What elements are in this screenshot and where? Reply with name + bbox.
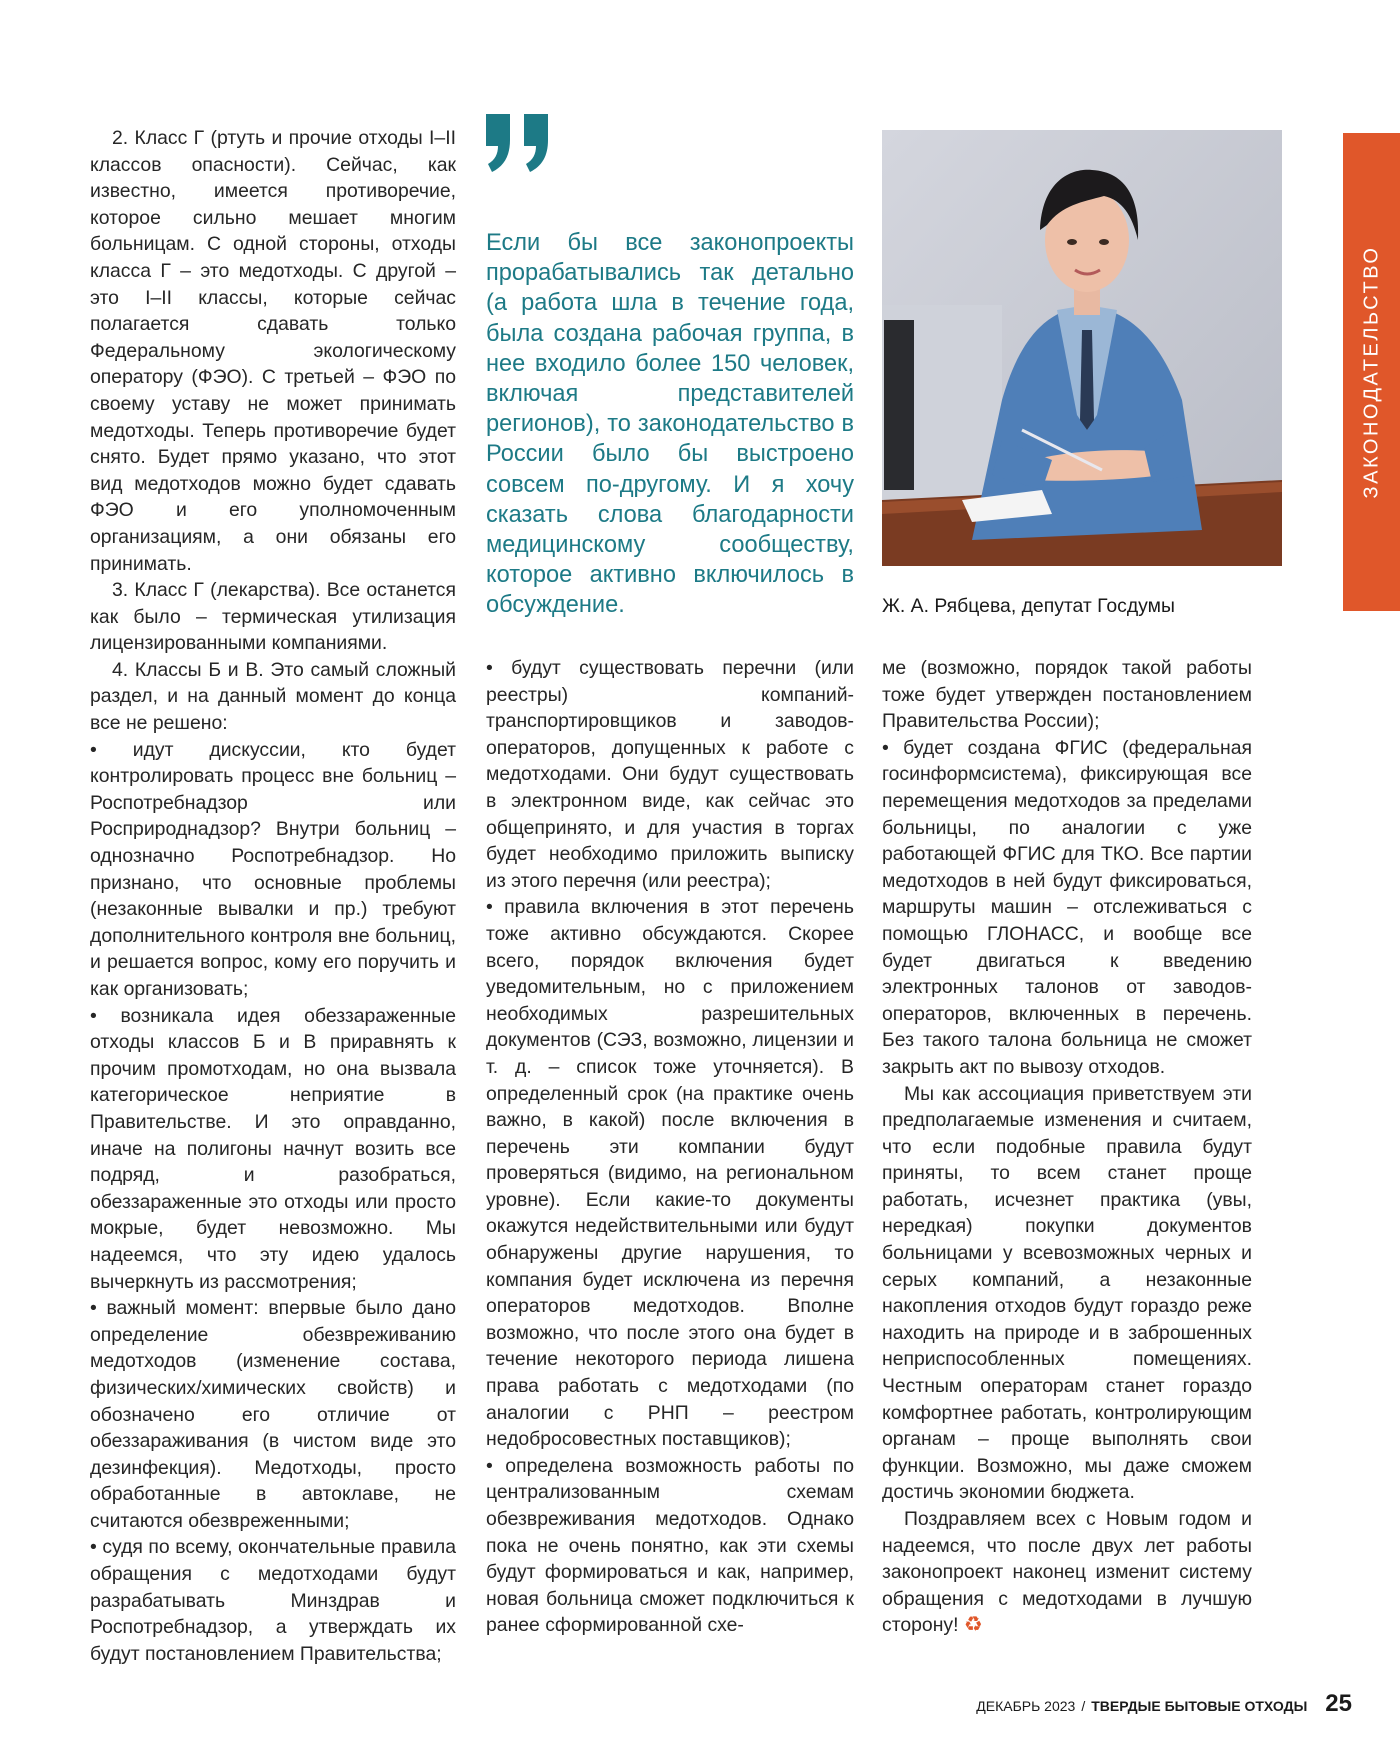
footer-magazine-title: ТВЕРДЫЕ БЫТОВЫЕ ОТХОДЫ (1091, 1698, 1308, 1714)
section-tab (1343, 133, 1400, 611)
middle-column (486, 655, 854, 1639)
right-column (882, 655, 1252, 1639)
portrait-illustration (882, 130, 1282, 566)
bullet-centralized-schemes: • определена возможность работы по централизованным схемам обезвреживания медотходов. Однако пока не очень понятно, как эти схемы будут формироваться и как, например, новая больница сможет подключиться к ранее сформированной схе- (486, 1454, 854, 1637)
page-footer (976, 1690, 1352, 1720)
paragraph-class-g-mercury: 2. Класс Г (ртуть и прочие отходы I–II классов опасности). Сейчас, как известно, имеется противоречие, которое сильно мешает многим больницам. С одной стороны, отходы класса Г – это медотходы. С другой – это I–II классы, которые сейчас полагается сдавать только Федеральному экологическому оператору (ФЭО). С третьей – ФЭО по своему уставу не может принимать медотходы. Теперь противоречие будет снято. Будет прямо указано, что этот вид медотходов можно будет сдавать ФЭО и его уполномоченным организациям, а они обязаны его принимать. (90, 127, 456, 575)
bullet-final-rules: • судя по всему, окончательные правила обращения с медотходами будут разрабатывать Минздрав и Роспотребнадзор, а утверждать их будут постановлением Правительства; (90, 1536, 456, 1665)
bullet-control-discussion: • идут дискуссии, кто будет контролировать процесс вне больниц – Роспотребнадзор или Росприроднадзор? Внутри больниц – однозначно Роспотребнадзор. Но признано, что основные проблемы (незаконные вывалки и пр.) требуют дополнительного контроля вне больниц, и решается вопрос, кому его поручить и как организовать; (90, 738, 456, 1000)
footer-issue-date: ДЕКАБРЬ 2023 (976, 1698, 1076, 1714)
page-number: 25 (1325, 1690, 1352, 1717)
paragraph-classes-b-v: 4. Классы Б и В. Это самый сложный раздел, и на данный момент до конца все не решено: (90, 658, 456, 735)
bullet-inclusion-rules: • правила включения в этот перечень тоже активно обсуждаются. Скорее всего, порядок включения будет уведомительным, но с приложением необходимых разрешительных документов (СЭЗ, возможно, лицензии и т. д. – список тоже уточняется). В определенный срок (на практике очень важно, в какой) после включения в перечень эти компании будут проверяться (видимо, на региональном уровне). Если какие-то документы окажутся недействительными или будут обнаружены другие нарушения, то компания будет исключена из перечня операторов медотходов. Вполне возможно, что после этого она будет в течение некоторого периода лишена права работать с медотходами (по аналогии с РНП – реестром недобросовестных поставщиков); (486, 896, 854, 1451)
paragraph-class-g-medicines: 3. Класс Г (лекарства). Все останется как было – термическая утилизация лицензированными компаниями. (90, 579, 456, 655)
section-tab-label: ЗАКОНОДАТЕЛЬСТВО (1360, 245, 1382, 499)
recycle-icon: ♻ (963, 1613, 983, 1637)
paragraph-association-position: Мы как ассоциация приветствуем эти предполагаемые изменения и считаем, что если подобные правила будут приняты, то всем станет проще работать, исчезнет практика (увы, нередкая) покупки документов больницами у всевозможных черных и серых компаний, а незаконные накопления отходов будут гораздо реже находить на природе и в заброшенных неприспособленных помещениях. Честным операторам станет гораздо комфортнее работать, контролирующим органам – проще выполнять свои функции. Возможно, мы даже сможем достичь экономии бюджета. (882, 1082, 1252, 1504)
left-column (90, 125, 456, 1667)
paragraph-new-year-greeting (882, 1506, 1252, 1639)
portrait-photo (882, 130, 1282, 566)
bullet-neutralization-definition: • важный момент: впервые было дано определение обезвреживанию медотходов (изменение состава, физических/химических свойств) и обозначено его отличие от обеззараживания (в чистом виде это дезинфекция). Медотходы, просто обработанные в автоклаве, не считаются обезвреженными; (90, 1297, 456, 1532)
bullet-registers: • будут существовать перечни (или реестры) компаний-транспортировщиков и заводов-операторов, допущенных к работе с медотходами. Они будут существовать в электронном виде, как сейчас это общепринято, и для участия в торгах будет необходимо приложить выписку из этого перечня (или реестра); (486, 657, 854, 892)
bullet-disinfected-waste-idea: • возникала идея обеззараженные отходы классов Б и В приравнять к прочим промотходам, но она вызвала категорическое неприятие в Правительстве. И это оправданно, иначе на полигоны начнут возить все подряд, и разобраться, обеззараженные это отходы или просто мокрые, будет невозможно. Мы надеемся, что эту идею удалось вычеркнуть из рассмотрения; (90, 1004, 456, 1293)
bullet-fgis: • будет создана ФГИС (федеральная госинформсистема), фиксирующая все перемещения медотходов за пределами больницы, по аналогии с уже работающей ФГИС для ТКО. Все партии медотходов в ней будут фиксироваться, маршруты машин – отслеживаться с помощью ГЛОНАСС, и вообще все будет двигаться к введению электронных талонов от заводов-операторов, включенных в перечень. Без такого талона больница не сможет закрыть акт по вывозу отходов. (882, 736, 1252, 1078)
photo-caption: Ж. А. Рябцева, депутат Госдумы (882, 595, 1175, 617)
pull-quote: Если бы все законопроекты прорабатывались так детально (а работа шла в течение года, была создана рабочая группа, в нее входило более 150 человек, включая представителей регионов), то законодательство в России было бы выстроено совсем по-другому. И я хочу сказать слова благодарности медицинскому сообществу, которое активно включилось в обсуждение. (486, 230, 854, 619)
paragraph-continuation: ме (возможно, порядок такой работы тоже будет утвержден постановлением Правительства России); (882, 657, 1252, 733)
footer-separator: / (1081, 1698, 1086, 1714)
greeting-text: Поздравляем всех с Новым годом и надеемся, что после двух лет работы законопроект наконец изменит систему обращения с медотходами в лучшую сторону! (882, 1508, 1252, 1637)
quote-mark-icon (480, 110, 560, 190)
